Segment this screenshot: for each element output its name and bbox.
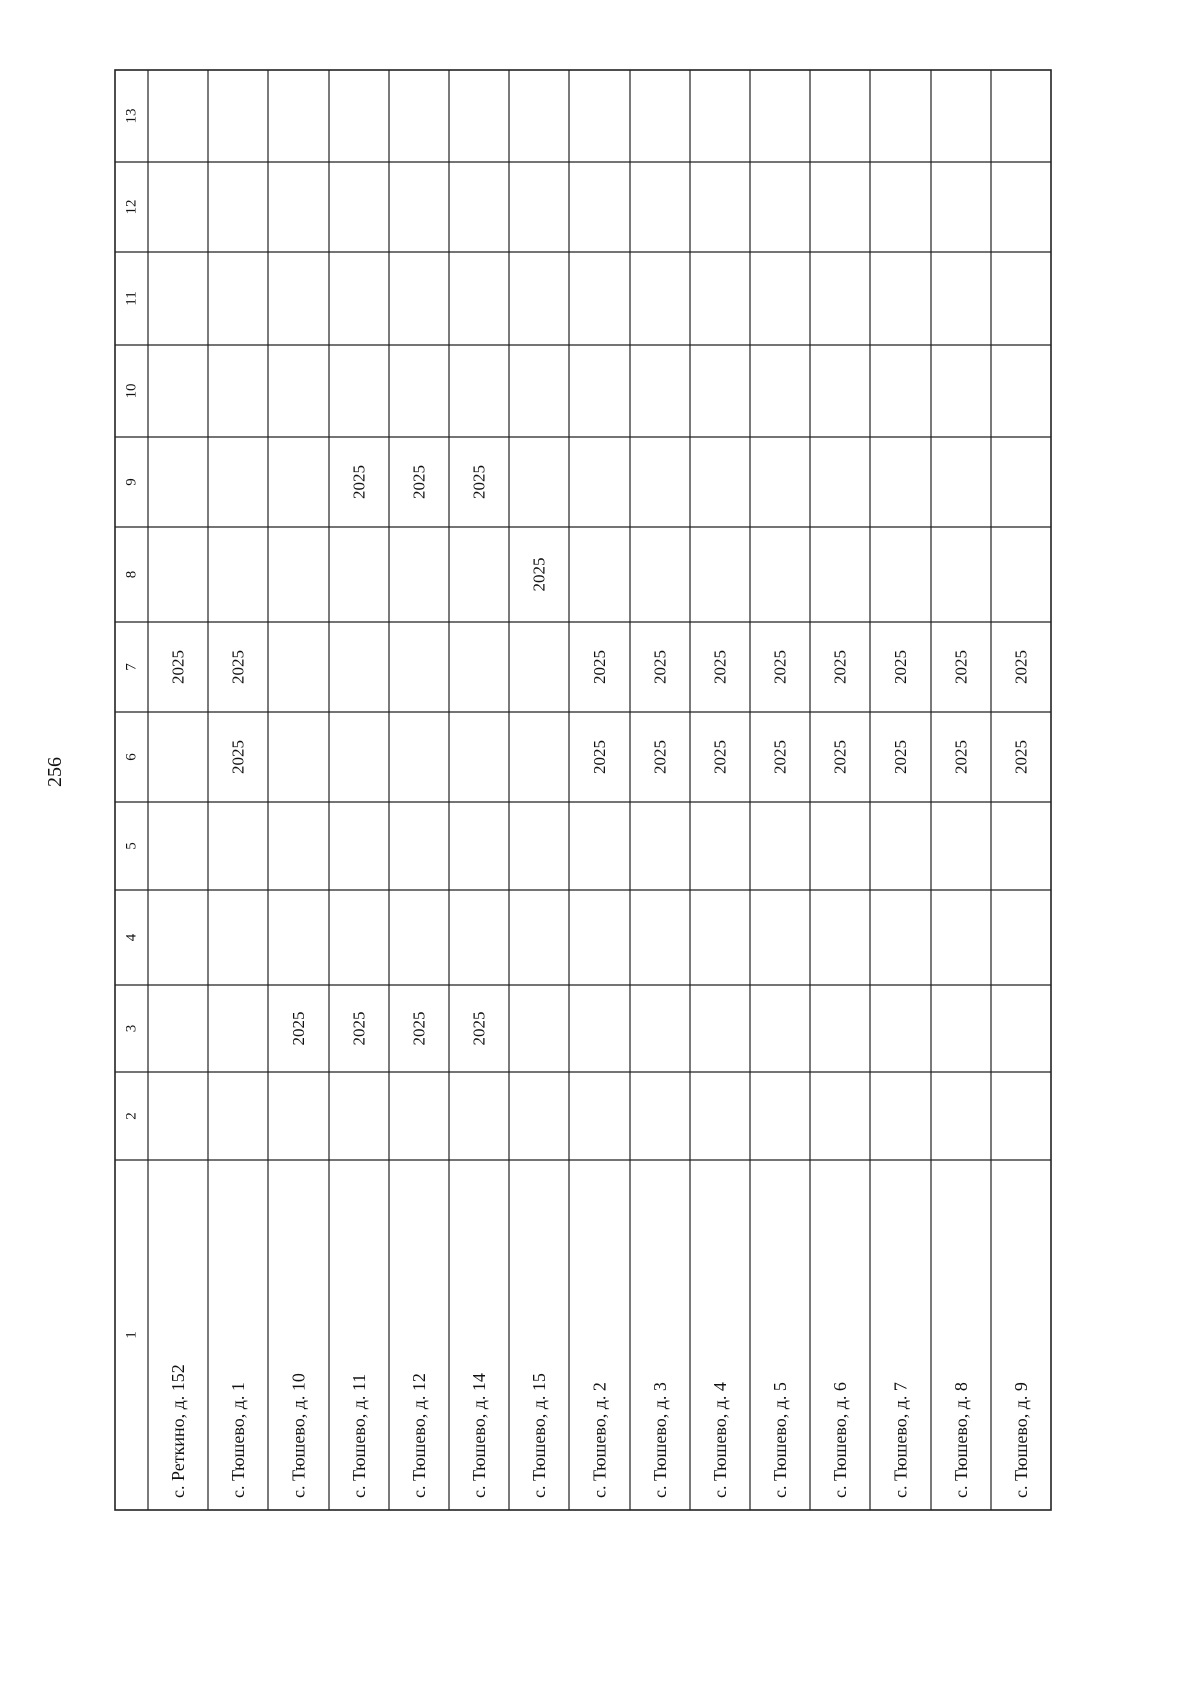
row-name: с. Тюшево, д. 12 bbox=[409, 1373, 429, 1498]
year-cell: 2025 bbox=[891, 650, 910, 684]
year-cell: 2025 bbox=[891, 740, 910, 774]
row-name: с. Тюшево, д. 6 bbox=[830, 1382, 850, 1498]
year-cell: 2025 bbox=[409, 465, 429, 499]
year-cell: 2025 bbox=[710, 740, 730, 774]
header-cell-12: 12 bbox=[123, 199, 140, 215]
header-cell-4: 4 bbox=[123, 933, 140, 942]
header-cell-2: 2 bbox=[123, 1112, 140, 1120]
header-cell-9: 9 bbox=[123, 478, 140, 486]
year-cell: 2025 bbox=[289, 1011, 308, 1046]
row-name: с. Реткино, д. 152 bbox=[168, 1364, 188, 1498]
year-cell: 2025 bbox=[1011, 740, 1031, 774]
row-name: с. Тюшево, д. 14 bbox=[469, 1373, 489, 1498]
year-cell: 2025 bbox=[168, 650, 188, 684]
year-cell: 2025 bbox=[228, 740, 248, 774]
year-cell: 2025 bbox=[710, 650, 730, 684]
year-cell: 2025 bbox=[1011, 650, 1031, 684]
row-name: с. Тюшево, д. 5 bbox=[770, 1382, 790, 1498]
year-cell: 2025 bbox=[830, 740, 850, 774]
row-name: с. Тюшево, д. 10 bbox=[288, 1373, 309, 1498]
year-cell: 2025 bbox=[529, 557, 549, 592]
row-name: с. Тюшево, д. 15 bbox=[529, 1373, 549, 1498]
year-cell: 2025 bbox=[469, 1011, 489, 1046]
header-cell-1: 1 bbox=[123, 1331, 140, 1339]
year-cell: 2025 bbox=[951, 650, 971, 684]
table-border bbox=[115, 70, 1051, 1510]
header-cell-8: 8 bbox=[123, 570, 140, 579]
row-name: с. Тюшево, д. 9 bbox=[1011, 1382, 1031, 1498]
page-number: 256 bbox=[44, 757, 66, 787]
row-name: с. Тюшево, д. 3 bbox=[650, 1382, 670, 1498]
row-name: с. Тюшево, д. 2 bbox=[589, 1382, 610, 1498]
row-name: с. Тюшево, д. 11 bbox=[349, 1373, 369, 1498]
year-cell: 2025 bbox=[650, 740, 670, 774]
row-name: с. Тюшево, д. 8 bbox=[951, 1382, 971, 1498]
header-cell-3: 3 bbox=[123, 1024, 140, 1033]
year-cell: 2025 bbox=[228, 650, 248, 684]
year-cell: 2025 bbox=[951, 740, 971, 774]
year-cell: 2025 bbox=[590, 650, 609, 684]
year-cell: 2025 bbox=[349, 465, 369, 499]
header-cell-10: 10 bbox=[123, 383, 140, 399]
row-name: с. Тюшево, д. 1 bbox=[228, 1382, 248, 1498]
header-cell-5: 5 bbox=[123, 842, 140, 850]
year-cell: 2025 bbox=[650, 650, 670, 684]
year-cell: 2025 bbox=[409, 1011, 429, 1046]
year-cell: 2025 bbox=[830, 650, 850, 684]
header-cell-11: 11 bbox=[123, 291, 140, 306]
row-name: с. Тюшево, д. 7 bbox=[890, 1382, 911, 1498]
year-cell: 2025 bbox=[770, 650, 790, 684]
year-cell: 2025 bbox=[349, 1011, 369, 1046]
year-cell: 2025 bbox=[590, 740, 609, 774]
header-cell-7: 7 bbox=[123, 663, 140, 671]
header-cell-6: 6 bbox=[123, 753, 140, 761]
header-cell-13: 13 bbox=[123, 108, 140, 124]
year-cell: 2025 bbox=[770, 740, 790, 774]
year-cell: 2025 bbox=[469, 465, 489, 499]
row-name: с. Тюшево, д. 4 bbox=[710, 1382, 730, 1498]
